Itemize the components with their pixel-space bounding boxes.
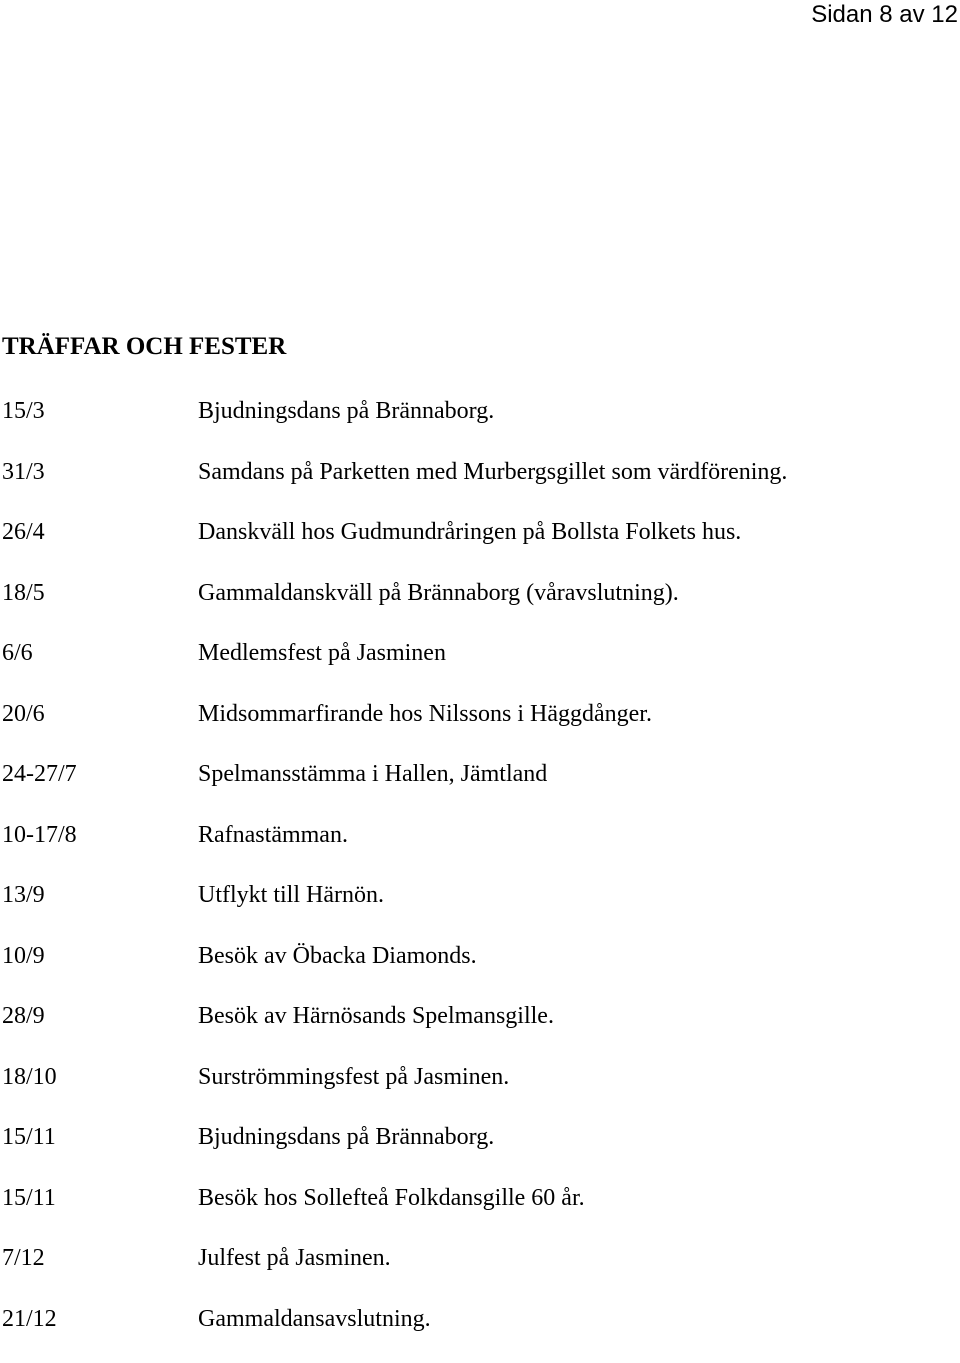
event-date: 18/10 xyxy=(2,1061,57,1093)
event-description: Bjudningsdans på Brännaborg. xyxy=(198,1121,494,1153)
event-date: 15/3 xyxy=(2,395,45,427)
event-row xyxy=(0,940,960,1001)
event-date: 7/12 xyxy=(2,1242,45,1274)
event-description: Midsommarfirande hos Nilssons i Häggdånger. xyxy=(198,698,652,730)
section-heading: TRÄFFAR OCH FESTER xyxy=(2,331,286,363)
event-row xyxy=(0,1000,960,1061)
event-row xyxy=(0,1182,960,1243)
event-row xyxy=(0,1242,960,1303)
event-row xyxy=(0,1061,960,1122)
event-row xyxy=(0,879,960,940)
event-description: Danskväll hos Gudmundråringen på Bollsta Folkets hus. xyxy=(198,516,741,548)
event-date: 26/4 xyxy=(2,516,45,548)
event-description: Julfest på Jasminen. xyxy=(198,1242,391,1274)
event-description: Samdans på Parketten med Murbergsgillet som värdförening. xyxy=(198,456,787,488)
event-date: 10-17/8 xyxy=(2,819,77,851)
event-row xyxy=(0,758,960,819)
event-date: 24-27/7 xyxy=(2,758,77,790)
event-description: Gammaldanskväll på Brännaborg (våravslutning). xyxy=(198,577,679,609)
event-row xyxy=(0,819,960,880)
event-description: Spelmansstämma i Hallen, Jämtland xyxy=(198,758,547,790)
event-description: Gammaldansavslutning. xyxy=(198,1303,431,1335)
event-date: 18/5 xyxy=(2,577,45,609)
event-row xyxy=(0,456,960,517)
event-row xyxy=(0,1303,960,1363)
page-number: Sidan 8 av 12 xyxy=(811,0,958,30)
event-row xyxy=(0,698,960,759)
event-row xyxy=(0,395,960,456)
event-row xyxy=(0,1121,960,1182)
event-row xyxy=(0,637,960,698)
event-description: Bjudningsdans på Brännaborg. xyxy=(198,395,494,427)
event-date: 21/12 xyxy=(2,1303,57,1335)
event-date: 13/9 xyxy=(2,879,45,911)
event-date: 20/6 xyxy=(2,698,45,730)
event-date: 6/6 xyxy=(2,637,33,669)
event-description: Surströmmingsfest på Jasminen. xyxy=(198,1061,509,1093)
event-date: 10/9 xyxy=(2,940,45,972)
event-description: Rafnastämman. xyxy=(198,819,348,851)
event-description: Medlemsfest på Jasminen xyxy=(198,637,446,669)
event-row xyxy=(0,577,960,638)
event-description: Utflykt till Härnön. xyxy=(198,879,384,911)
event-row xyxy=(0,516,960,577)
event-date: 15/11 xyxy=(2,1121,56,1153)
event-description: Besök av Härnösands Spelmansgille. xyxy=(198,1000,554,1032)
event-date: 28/9 xyxy=(2,1000,45,1032)
event-date: 31/3 xyxy=(2,456,45,488)
event-description: Besök hos Sollefteå Folkdansgille 60 år. xyxy=(198,1182,585,1214)
event-date: 15/11 xyxy=(2,1182,56,1214)
event-description: Besök av Öbacka Diamonds. xyxy=(198,940,477,972)
event-list xyxy=(0,395,960,1363)
